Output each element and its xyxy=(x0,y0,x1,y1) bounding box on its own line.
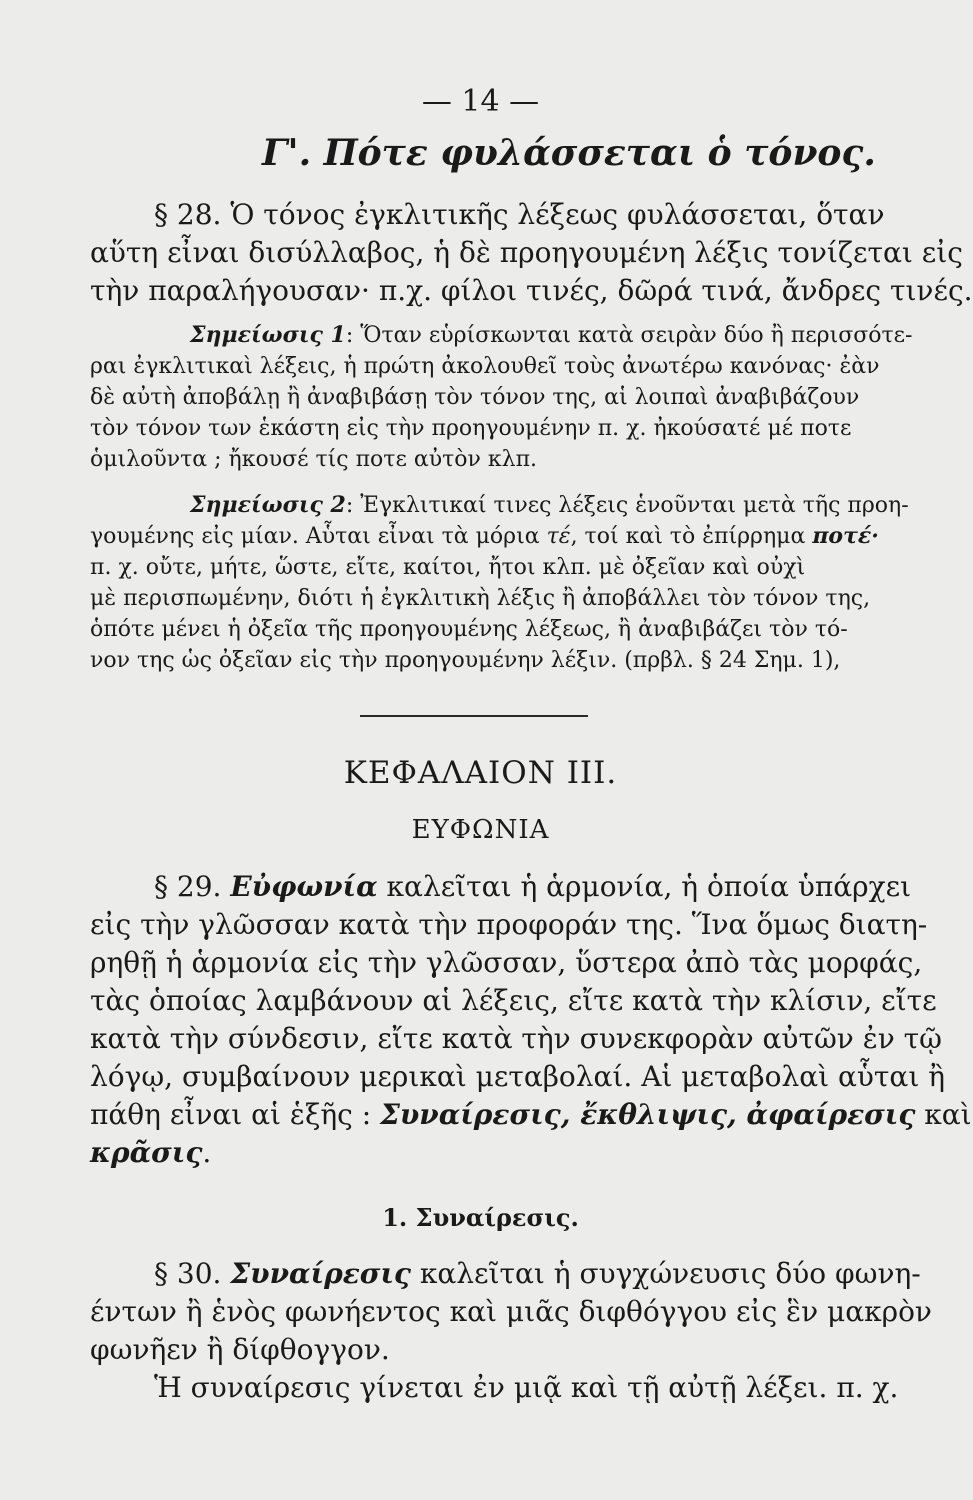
p28-line: αὕτη εἶναι δισύλλαβος, ἡ δὲ προηγουμένη λέξις τονίζεται εἰς xyxy=(90,236,963,269)
divider xyxy=(360,715,588,717)
note-1-line: ὁμιλοῦντα ; ἤκουσέ τίς ποτε αὐτὸν κλπ. xyxy=(90,447,538,472)
p28-line: τὴν παραλήγουσαν· π.χ. φίλοι τινές, δῶρά τινά, ἄνδρες τινές. xyxy=(90,274,973,307)
term-krasis: κρᾶσις xyxy=(90,1136,203,1169)
note-1-label: Σημείωσις 1 xyxy=(190,322,346,348)
subsection-title: 1. Συναίρεσις. xyxy=(382,1203,579,1232)
note-1 xyxy=(90,320,930,475)
note-2-text: γουμένης εἰς μίαν. Αὗται εἶναι τὰ μόρια xyxy=(90,524,547,549)
term-synairesis: Συναίρεσις xyxy=(230,1257,411,1290)
section-heading: Γ'. Πότε φυλάσσεται ὁ τόνος. xyxy=(262,132,876,174)
p29-text: καλεῖται ἡ ἁρμονία, ἡ ὁποία ὑπάρχει xyxy=(377,870,912,903)
note-1-text: : Ὅταν εὑρίσκωνται κατὰ σειρὰν δύο ἢ περισσότε- xyxy=(345,323,913,348)
p29-line: εἰς τὴν γλῶσσαν κατὰ τὴν προφοράν της. Ἵνα ὅμως διατη- xyxy=(90,908,928,941)
p29-line: τὰς ὁποίας λαμβάνουν αἱ λέξεις, εἴτε κατὰ τὴν κλίσιν, εἴτε xyxy=(90,984,937,1017)
note-2-line: μὲ περισπωμένην, διότι ἡ ἐγκλιτικὴ λέξις ἢ ἀποβάλλει τὸν τόνον της, xyxy=(90,586,871,611)
note-2-line: π. χ. οὔτε, μήτε, ὥστε, εἴτε, καίτοι, ἤτοι κλπ. μὲ ὀξεῖαν καὶ οὐχὶ xyxy=(90,555,806,580)
note-1-line: ραι ἐγκλιτικαὶ λέξεις, ἡ πρώτη ἀκολουθεῖ τοὺς ἀνωτέρω κανόνας· ἐὰν xyxy=(90,354,880,379)
adverb-pote: ποτέ· xyxy=(812,523,879,549)
particle-te: τέ xyxy=(546,524,571,549)
section-number: § 29. xyxy=(154,870,231,903)
term-euphonia: Εὐφωνία xyxy=(230,870,378,903)
chapter-subtitle: ΕΥΦΩΝΙΑ xyxy=(411,815,550,845)
p29-line: κατὰ τὴν σύνδεσιν, εἴτε κατὰ τὴν συνεκφορὰν αὐτῶν ἐν τῷ xyxy=(90,1022,942,1055)
p29-text: πάθη εἶναι αἱ ἑξῆς : xyxy=(90,1098,381,1131)
note-1-line: τὸν τόνον των ἑκάστη εἰς τὴν προηγουμένην π. χ. ἠκούσατέ μέ ποτε xyxy=(90,416,852,441)
page-number: — 14 — xyxy=(421,84,540,119)
p30-line: φωνῆεν ἢ δίφθογγον. xyxy=(90,1333,390,1366)
p30-line: Ἡ συναίρεσις γίνεται ἐν μιᾷ καὶ τῇ αὐτῇ λέξει. π. χ. xyxy=(154,1371,899,1404)
paragraph-30 xyxy=(90,1255,930,1407)
note-2-label: Σημείωσις 2 xyxy=(190,492,346,518)
p28-line: § 28. Ὁ τόνος ἐγκλιτικῆς λέξεως φυλάσσεται, ὅταν xyxy=(154,198,885,231)
p29-text: . xyxy=(202,1136,212,1169)
p30-text: καλεῖται ἡ συγχώνευσις δύο φωνη- xyxy=(410,1257,921,1290)
paragraph-28 xyxy=(90,196,973,310)
p29-line: λόγῳ, συμβαίνουν μερικαὶ μεταβολαί. Αἱ μεταβολαὶ αὗται ἢ xyxy=(90,1060,945,1093)
note-2-line: νον της ὡς ὀξεῖαν εἰς τὴν προηγουμένην λέξιν. (πρβλ. § 24 Σημ. 1), xyxy=(90,648,841,673)
chapter-title: ΚΕΦΑΛΑΙΟΝ ΙΙΙ. xyxy=(343,755,618,791)
note-2 xyxy=(90,490,930,676)
paragraph-29 xyxy=(90,868,972,1172)
note-2-line: ὁπότε μένει ἡ ὀξεῖα τῆς προηγουμένης λέξεως, ἢ ἀναβιβάζει τὸν τό- xyxy=(90,617,848,642)
p29-line: ρηθῇ ἡ ἁρμονία εἰς τὴν γλῶσσαν, ὕστερα ἀπὸ τὰς μορφάς, xyxy=(90,946,923,979)
note-2-text: : Ἐγκλιτικαί τινες λέξεις ἑνοῦνται μετὰ τῆς προη- xyxy=(345,493,909,518)
section-number: § 30. xyxy=(154,1257,231,1290)
p30-line: έντων ἢ ἑνὸς φωνήεντος καὶ μιᾶς διφθόγγου εἰς ἓν μακρὸν xyxy=(90,1295,932,1328)
pathe-terms: Συναίρεσις, ἔκθλιψις, ἀφαίρεσις xyxy=(380,1098,916,1131)
note-1-line: δὲ αὐτὴ ἀποβάλῃ ἢ ἀναβιβάσῃ τὸν τόνον της, αἱ λοιπαὶ ἀναβιβάζουν xyxy=(90,385,860,410)
note-2-text: , τοί καὶ τὸ ἐπίρρημα xyxy=(570,524,813,549)
p29-text: καὶ xyxy=(915,1098,972,1131)
